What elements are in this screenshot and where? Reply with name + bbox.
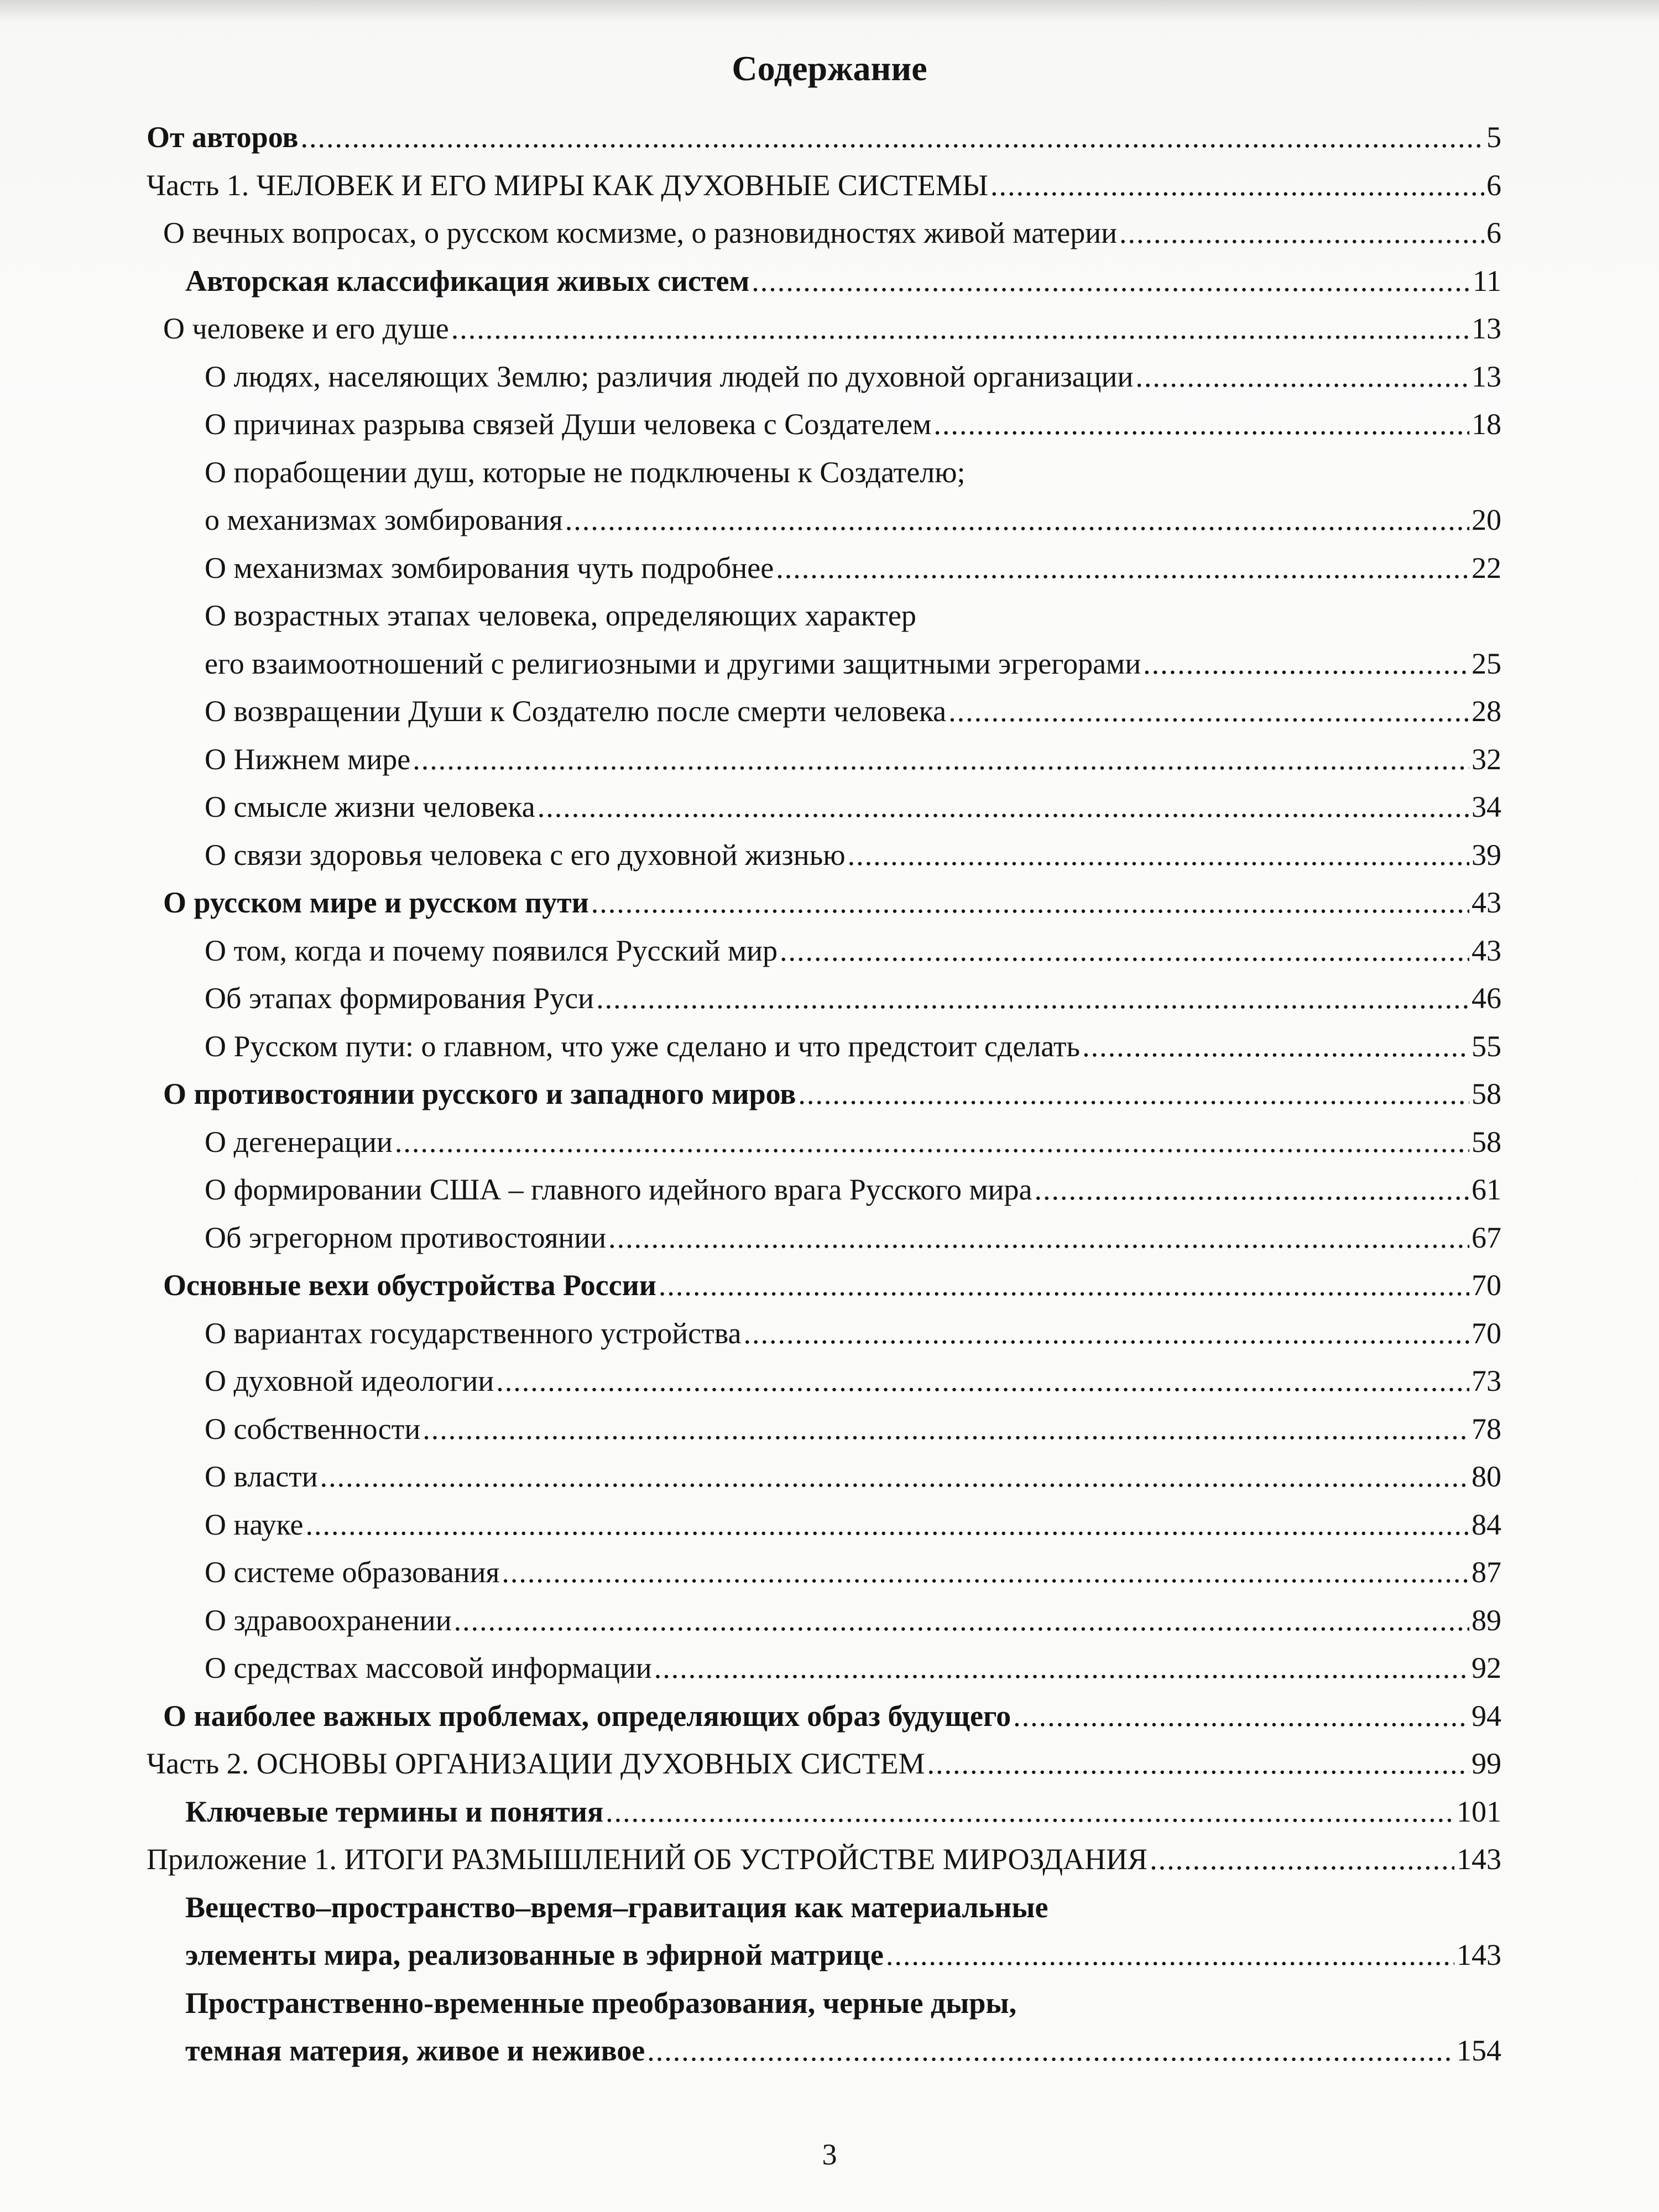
toc-entry xyxy=(147,1979,1501,2027)
toc-entry xyxy=(147,1931,1501,1979)
dot-leader xyxy=(1150,1835,1454,1884)
dot-leader xyxy=(502,1548,1469,1597)
dot-leader xyxy=(1013,1692,1469,1740)
toc-entry xyxy=(147,496,1501,544)
toc-entry-title: О причинах разрыва связей Души человека с Создателем xyxy=(205,408,932,441)
toc-entry xyxy=(147,687,1501,735)
toc-entry-page: 89 xyxy=(1472,1603,1501,1637)
toc-entry xyxy=(147,400,1501,448)
toc-entry-title: темная материя, живое и неживое xyxy=(185,2034,645,2067)
toc-entry-title: О власти xyxy=(205,1460,318,1493)
dot-leader xyxy=(422,1405,1469,1453)
toc-entry-title: Вещество–пространство–время–гравитация как материальные xyxy=(185,1890,1048,1924)
toc-entry xyxy=(147,1597,1501,1645)
dot-leader xyxy=(780,927,1469,975)
toc-entry-title: О том, когда и почему появился Русский мир xyxy=(205,933,778,967)
toc-entry xyxy=(147,448,1501,497)
toc-entry-page: 154 xyxy=(1457,2034,1501,2067)
dot-leader xyxy=(451,305,1469,353)
toc-entry xyxy=(147,2027,1501,2075)
toc-entry-title: О человеке и его душе xyxy=(163,312,449,345)
toc-entry xyxy=(147,161,1501,210)
dot-leader xyxy=(591,879,1469,927)
toc-entry-title: О людях, населяющих Землю; различия людей по духовной организации xyxy=(205,359,1134,393)
toc-entry xyxy=(147,783,1501,831)
toc-entry xyxy=(147,1261,1501,1310)
toc-entry xyxy=(147,1022,1501,1071)
dot-leader xyxy=(933,400,1469,448)
toc-entry xyxy=(147,209,1501,257)
toc-entry xyxy=(147,1692,1501,1740)
dot-leader xyxy=(608,1214,1469,1262)
toc-entry-title: Ключевые термины и понятия xyxy=(185,1794,604,1828)
toc-entry xyxy=(147,1118,1501,1166)
toc-entry-page: 25 xyxy=(1472,646,1501,680)
dot-leader xyxy=(454,1597,1469,1645)
toc-entry-title: О порабощении душ, которые не подключены к Создателю; xyxy=(205,455,966,489)
toc-entry-title: От авторов xyxy=(147,121,299,154)
dot-leader xyxy=(743,1310,1469,1358)
dot-leader xyxy=(654,1644,1469,1692)
toc-entry-page: 92 xyxy=(1472,1651,1501,1684)
toc-entry-title: О вечных вопросах, о русском космизме, о разновидностях живой материи xyxy=(163,216,1118,249)
toc-entry xyxy=(147,305,1501,353)
dot-leader xyxy=(927,1740,1469,1788)
toc-entry xyxy=(147,1310,1501,1358)
dot-leader xyxy=(752,257,1470,305)
dot-leader xyxy=(848,831,1469,879)
toc-entry-title: Об этапах формирования Руси xyxy=(205,982,594,1015)
dot-leader xyxy=(606,1788,1454,1836)
toc-entry xyxy=(147,1788,1501,1836)
toc-entry-page: 87 xyxy=(1472,1556,1501,1589)
toc-entry-title: Часть 1. ЧЕЛОВЕК И ЕГО МИРЫ КАК ДУХОВНЫЕ СИСТЕМЫ xyxy=(147,168,988,202)
dot-leader xyxy=(305,1501,1469,1549)
toc-entry-title: О смысле жизни человека xyxy=(205,790,535,823)
dot-leader xyxy=(320,1453,1469,1501)
dot-leader xyxy=(1119,209,1484,257)
toc-entry-title: О возвращении Души к Создателю после смерти человека xyxy=(205,695,947,728)
toc-entry-page: 70 xyxy=(1472,1316,1501,1350)
toc-entry xyxy=(147,1070,1501,1118)
dot-leader xyxy=(395,1118,1469,1166)
toc-entry-page: 101 xyxy=(1457,1794,1501,1828)
toc-entry-page: 80 xyxy=(1472,1460,1501,1493)
toc-entry-title: О связи здоровья человека с его духовной жизнью xyxy=(205,838,846,872)
toc-entry-page: 61 xyxy=(1472,1173,1501,1206)
toc-entry xyxy=(147,113,1501,161)
toc-entry-page: 143 xyxy=(1457,1938,1501,1971)
toc-entry-page: 18 xyxy=(1472,408,1501,441)
dot-leader xyxy=(886,1931,1454,1979)
toc-entry-title: О противостоянии русского и западного миров xyxy=(163,1077,796,1110)
scan-edge-shadow xyxy=(0,0,1659,22)
toc-entry-page: 58 xyxy=(1472,1125,1501,1159)
toc-entry xyxy=(147,1166,1501,1214)
toc-entry xyxy=(147,1501,1501,1549)
toc-entry-page: 43 xyxy=(1472,886,1501,919)
toc-entry-title: О системе образования xyxy=(205,1556,500,1589)
toc-entry-page: 22 xyxy=(1472,551,1501,585)
dot-leader xyxy=(413,735,1469,784)
toc-entry-title: Часть 2. ОСНОВЫ ОРГАНИЗАЦИИ ДУХОВНЫХ СИСТЕМ xyxy=(147,1747,925,1780)
toc-entry xyxy=(147,1884,1501,1932)
toc-entry-title: О дегенерации xyxy=(205,1125,393,1159)
toc-entry-title: О Русском пути: о главном, что уже сделано и что предстоит сделать xyxy=(205,1029,1081,1063)
toc-entry xyxy=(147,974,1501,1022)
dot-leader xyxy=(496,1357,1469,1405)
toc-entry-page: 28 xyxy=(1472,695,1501,728)
toc-entry xyxy=(147,1740,1501,1788)
toc-entry-page: 58 xyxy=(1472,1077,1501,1110)
toc-entry-title: Об эгрегорном противостоянии xyxy=(205,1220,607,1254)
page-number: 3 xyxy=(822,2138,837,2171)
toc-entry-page: 84 xyxy=(1472,1507,1501,1541)
toc-entry xyxy=(147,640,1501,688)
dot-leader xyxy=(1035,1166,1469,1214)
dot-leader xyxy=(659,1261,1469,1310)
toc-entry-title: Приложение 1. ИТОГИ РАЗМЫШЛЕНИЙ ОБ УСТРОЙСТВЕ МИРОЗДАНИЯ xyxy=(147,1843,1148,1876)
toc-entry-page: 11 xyxy=(1473,264,1501,298)
toc-entry xyxy=(147,592,1501,640)
toc-entry xyxy=(147,831,1501,879)
toc-entry xyxy=(147,927,1501,975)
toc-entry-page: 13 xyxy=(1472,359,1501,393)
toc-entry-title: О духовной идеологии xyxy=(205,1364,494,1397)
toc-entry-title: О собственности xyxy=(205,1412,421,1446)
toc-entry xyxy=(147,1548,1501,1597)
toc-entry-page: 6 xyxy=(1486,168,1501,202)
toc-entry-page: 55 xyxy=(1472,1029,1501,1063)
toc-entry-title: О вариантах государственного устройства xyxy=(205,1316,742,1350)
toc-entry xyxy=(147,735,1501,784)
dot-leader xyxy=(1143,640,1469,688)
dot-leader xyxy=(798,1070,1469,1118)
toc-entry-page: 94 xyxy=(1472,1699,1501,1733)
dot-leader xyxy=(1082,1022,1469,1071)
toc-entry-page: 5 xyxy=(1486,121,1501,154)
dot-leader xyxy=(647,2027,1454,2075)
toc-entry-page: 70 xyxy=(1472,1269,1501,1302)
toc-entry xyxy=(147,1644,1501,1692)
toc-entry-page: 20 xyxy=(1472,503,1501,536)
toc-entry xyxy=(147,1453,1501,1501)
toc-entry-page: 46 xyxy=(1472,982,1501,1015)
toc-entry-page: 34 xyxy=(1472,790,1501,823)
toc-entry-title: элементы мира, реализованные в эфирной матрице xyxy=(185,1938,884,1971)
toc-entry xyxy=(147,1835,1501,1884)
toc-entry-page: 32 xyxy=(1472,742,1501,776)
toc-entry-page: 78 xyxy=(1472,1412,1501,1446)
page-title: Содержание xyxy=(732,49,927,88)
table-of-contents xyxy=(147,113,1501,2075)
dot-leader xyxy=(301,113,1484,161)
toc-entry-page: 67 xyxy=(1472,1220,1501,1254)
toc-entry-title: О Нижнем мире xyxy=(205,742,411,776)
toc-entry xyxy=(147,544,1501,592)
toc-entry-title: Основные вехи обустройства России xyxy=(163,1269,656,1302)
toc-entry xyxy=(147,1357,1501,1405)
dot-leader xyxy=(776,544,1469,592)
toc-entry-title: О науке xyxy=(205,1507,304,1541)
toc-entry xyxy=(147,1405,1501,1453)
toc-entry-page: 6 xyxy=(1486,216,1501,249)
toc-entry-title: его взаимоотношений с религиозными и другими защитными эгрегорами xyxy=(205,646,1141,680)
toc-entry-page: 13 xyxy=(1472,312,1501,345)
toc-entry xyxy=(147,1214,1501,1262)
dot-leader xyxy=(538,783,1469,831)
dot-leader xyxy=(565,496,1469,544)
toc-entry-title: Пространственно-временные преобразования, черные дыры, xyxy=(185,1986,1017,2020)
toc-entry-title: о механизмах зомбирования xyxy=(205,503,563,536)
toc-entry-title: О русском мире и русском пути xyxy=(163,886,589,919)
toc-entry-page: 43 xyxy=(1472,933,1501,967)
toc-entry-page: 143 xyxy=(1457,1843,1501,1876)
toc-entry-page: 73 xyxy=(1472,1364,1501,1397)
dot-leader xyxy=(990,161,1484,210)
dot-leader xyxy=(948,687,1469,735)
toc-entry-title: О возрастных этапах человека, определяющих характер xyxy=(205,599,916,632)
toc-entry-title: О здравоохранении xyxy=(205,1603,452,1637)
toc-entry xyxy=(147,879,1501,927)
toc-entry xyxy=(147,257,1501,305)
toc-entry-title: О средствах массовой информации xyxy=(205,1651,652,1684)
toc-entry xyxy=(147,353,1501,401)
toc-entry-title: Авторская классификация живых систем xyxy=(185,264,750,298)
toc-entry-title: О формировании США – главного идейного врага Русского мира xyxy=(205,1173,1032,1206)
dot-leader xyxy=(596,974,1469,1022)
toc-entry-title: О механизмах зомбирования чуть подробнее xyxy=(205,551,774,585)
dot-leader xyxy=(1135,353,1469,401)
toc-entry-page: 99 xyxy=(1472,1747,1501,1780)
toc-entry-title: О наиболее важных проблемах, определяющих образ будущего xyxy=(163,1699,1011,1733)
toc-entry-page: 39 xyxy=(1472,838,1501,872)
